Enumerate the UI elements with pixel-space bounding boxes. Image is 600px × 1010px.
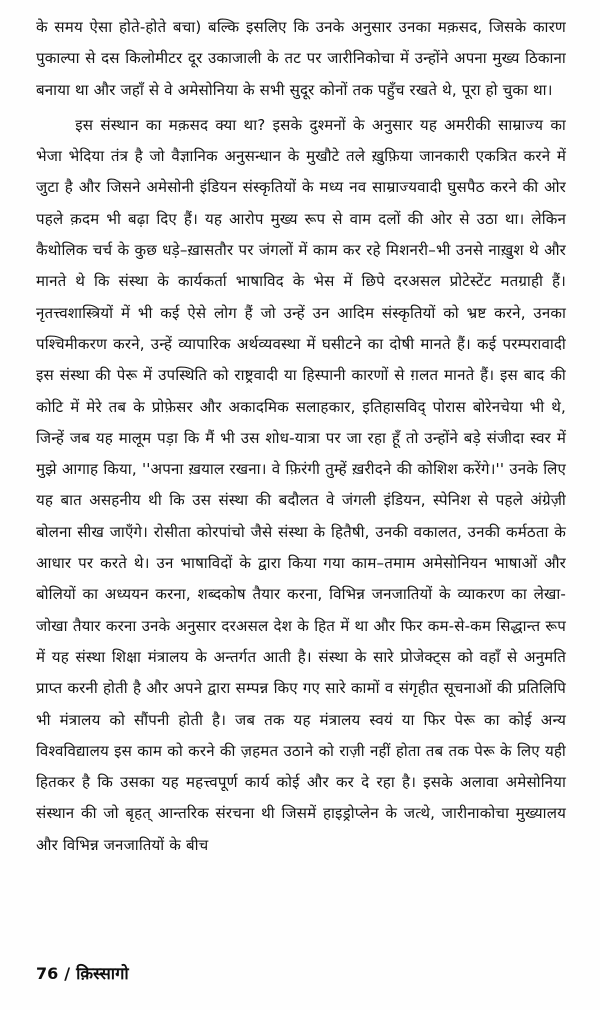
page-number: 76 (36, 964, 59, 983)
paragraph-continuation: के समय ऐसा होते-होते बचा) बल्कि इसलिए कि उनके अनुसार उनका मक़सद, जिसके कारण पुकाल्पा से दस किलोमीटर दूर उकाजाली के तट पर जारीनिकोचा में उन्होंने अपना मुख्य ठिकाना बनाया था और जहाँ से वे अमेसोनिया के सभी सुदूर कोनों तक पहुँच रखते थे, पूरा हो चुका था। (36, 18, 566, 99)
paragraph-main: इस संस्थान का मक़सद क्या था? इसके दुश्मनों के अनुसार यह अमरीकी साम्राज्य का भेजा भेदिया तंत्र है जो वैज्ञानिक अनुसन्धान के मुखौटे तले ख़ुफ़िया जानकारी एकत्रित करने में जुटा है और जिसने अमेसोनी इंडियन संस्कृतियों के मध्य नव साम्राज्यवादी घुसपैठ करने की ओर पहले क़दम भी बढ़ा दिए हैं। यह आरोप मुख्य रूप से वाम दलों की ओर से उठा था। लेकिन कैथोलिक चर्च के कुछ धड़े–ख़ासतौर पर जंगलों में काम कर रहे मिशनरी–भी उनसे नाख़ुश थे और मानते थे कि संस्था के कार्यकर्ता भाषाविद के भेस में छिपे दरअसल प्रोटेस्टेंट मतग्राही हैं। नृतत्त्वशास्त्रियों में भी कई ऐसे लोग हैं जो उन्हें उन आदिम संस्कृतियों को भ्रष्ट करने, उनका पश्चिमीकरण करने, उन्हें व्यापारिक अर्थव्यवस्था में घसीटने का दोषी मानते हैं। कई परम्परावादी इस संस्था की पेरू में उपस्थिति को राष्ट्रवादी या हिस्पानी कारणों से ग़लत मानते हैं। इस बाद की कोटि में मेरे तब के प्रोफ़ेसर और अकादमिक सलाहकार, इतिहासविद् पोरास बोरेनचेया भी थे, जिन्हें जब यह मालूम पड़ा कि मैं भी उस शोध-यात्रा पर जा रहा हूँ तो उन्होंने बड़े संजीदा स्वर में मुझे आगाह किया, ''अपना ख़याल रखना। वे फ़िरंगी तुम्हें ख़रीदने की कोशिश करेंगे।'' उनके लिए यह बात असहनीय थी कि उस संस्था की बदौलत वे जंगली इंडियन, स्पेनिश से पहले अंग्रेज़ी बोलना सीख जाएँगे। रोसीता कोरपांचो जैसे संस्था के हितैषी, उनकी वकालत, उनकी कर्मठता के आधार पर करते थे। उन भाषाविदों के द्वारा किया गया काम–तमाम अमेसोनियन भाषाओं और बोलियों का अध्ययन करना, शब्दकोष तैयार करना, विभिन्न जनजातियों के व्याकरण का लेखा-जोखा तैयार करना उनके अनुसार दरअसल देश के हित में था और फिर कम-से-कम सिद्धान्त रूप में यह संस्था शिक्षा मंत्रालय के अन्तर्गत आती है। संस्था के सारे प्रोजेक्ट्स को वहाँ से अनुमति प्राप्त करनी होती है और अपने द्वारा सम्पन्न किए गए सारे कामों व संगृहीत सूचनाओं की प्रतिलिपि भी मंत्रालय को सौंपनी होती है। जब तक यह मंत्रालय स्वयं या फिर पेरू का कोई अन्य विश्वविद्यालय इस काम को करने की ज़हमत उठाने को राज़ी नहीं होता तब तक पेरू के लिए यही हितकर है कि उसका यह महत्त्वपूर्ण कार्य कोई और कर दे रहा है। इसके अलावा अमेसोनिया संस्थान की जो बृहत् आन्तरिक संरचना थी जिसमें हाइड्रोप्लेन के जत्थे, जारीनाकोचा मुख्यालय और विभिन्न जनजातियों के बीच (36, 115, 566, 854)
footer-separator: / (64, 964, 71, 983)
page-body (36, 12, 566, 861)
book-title: क़िस्सागो (76, 964, 129, 983)
page-footer (36, 961, 129, 984)
